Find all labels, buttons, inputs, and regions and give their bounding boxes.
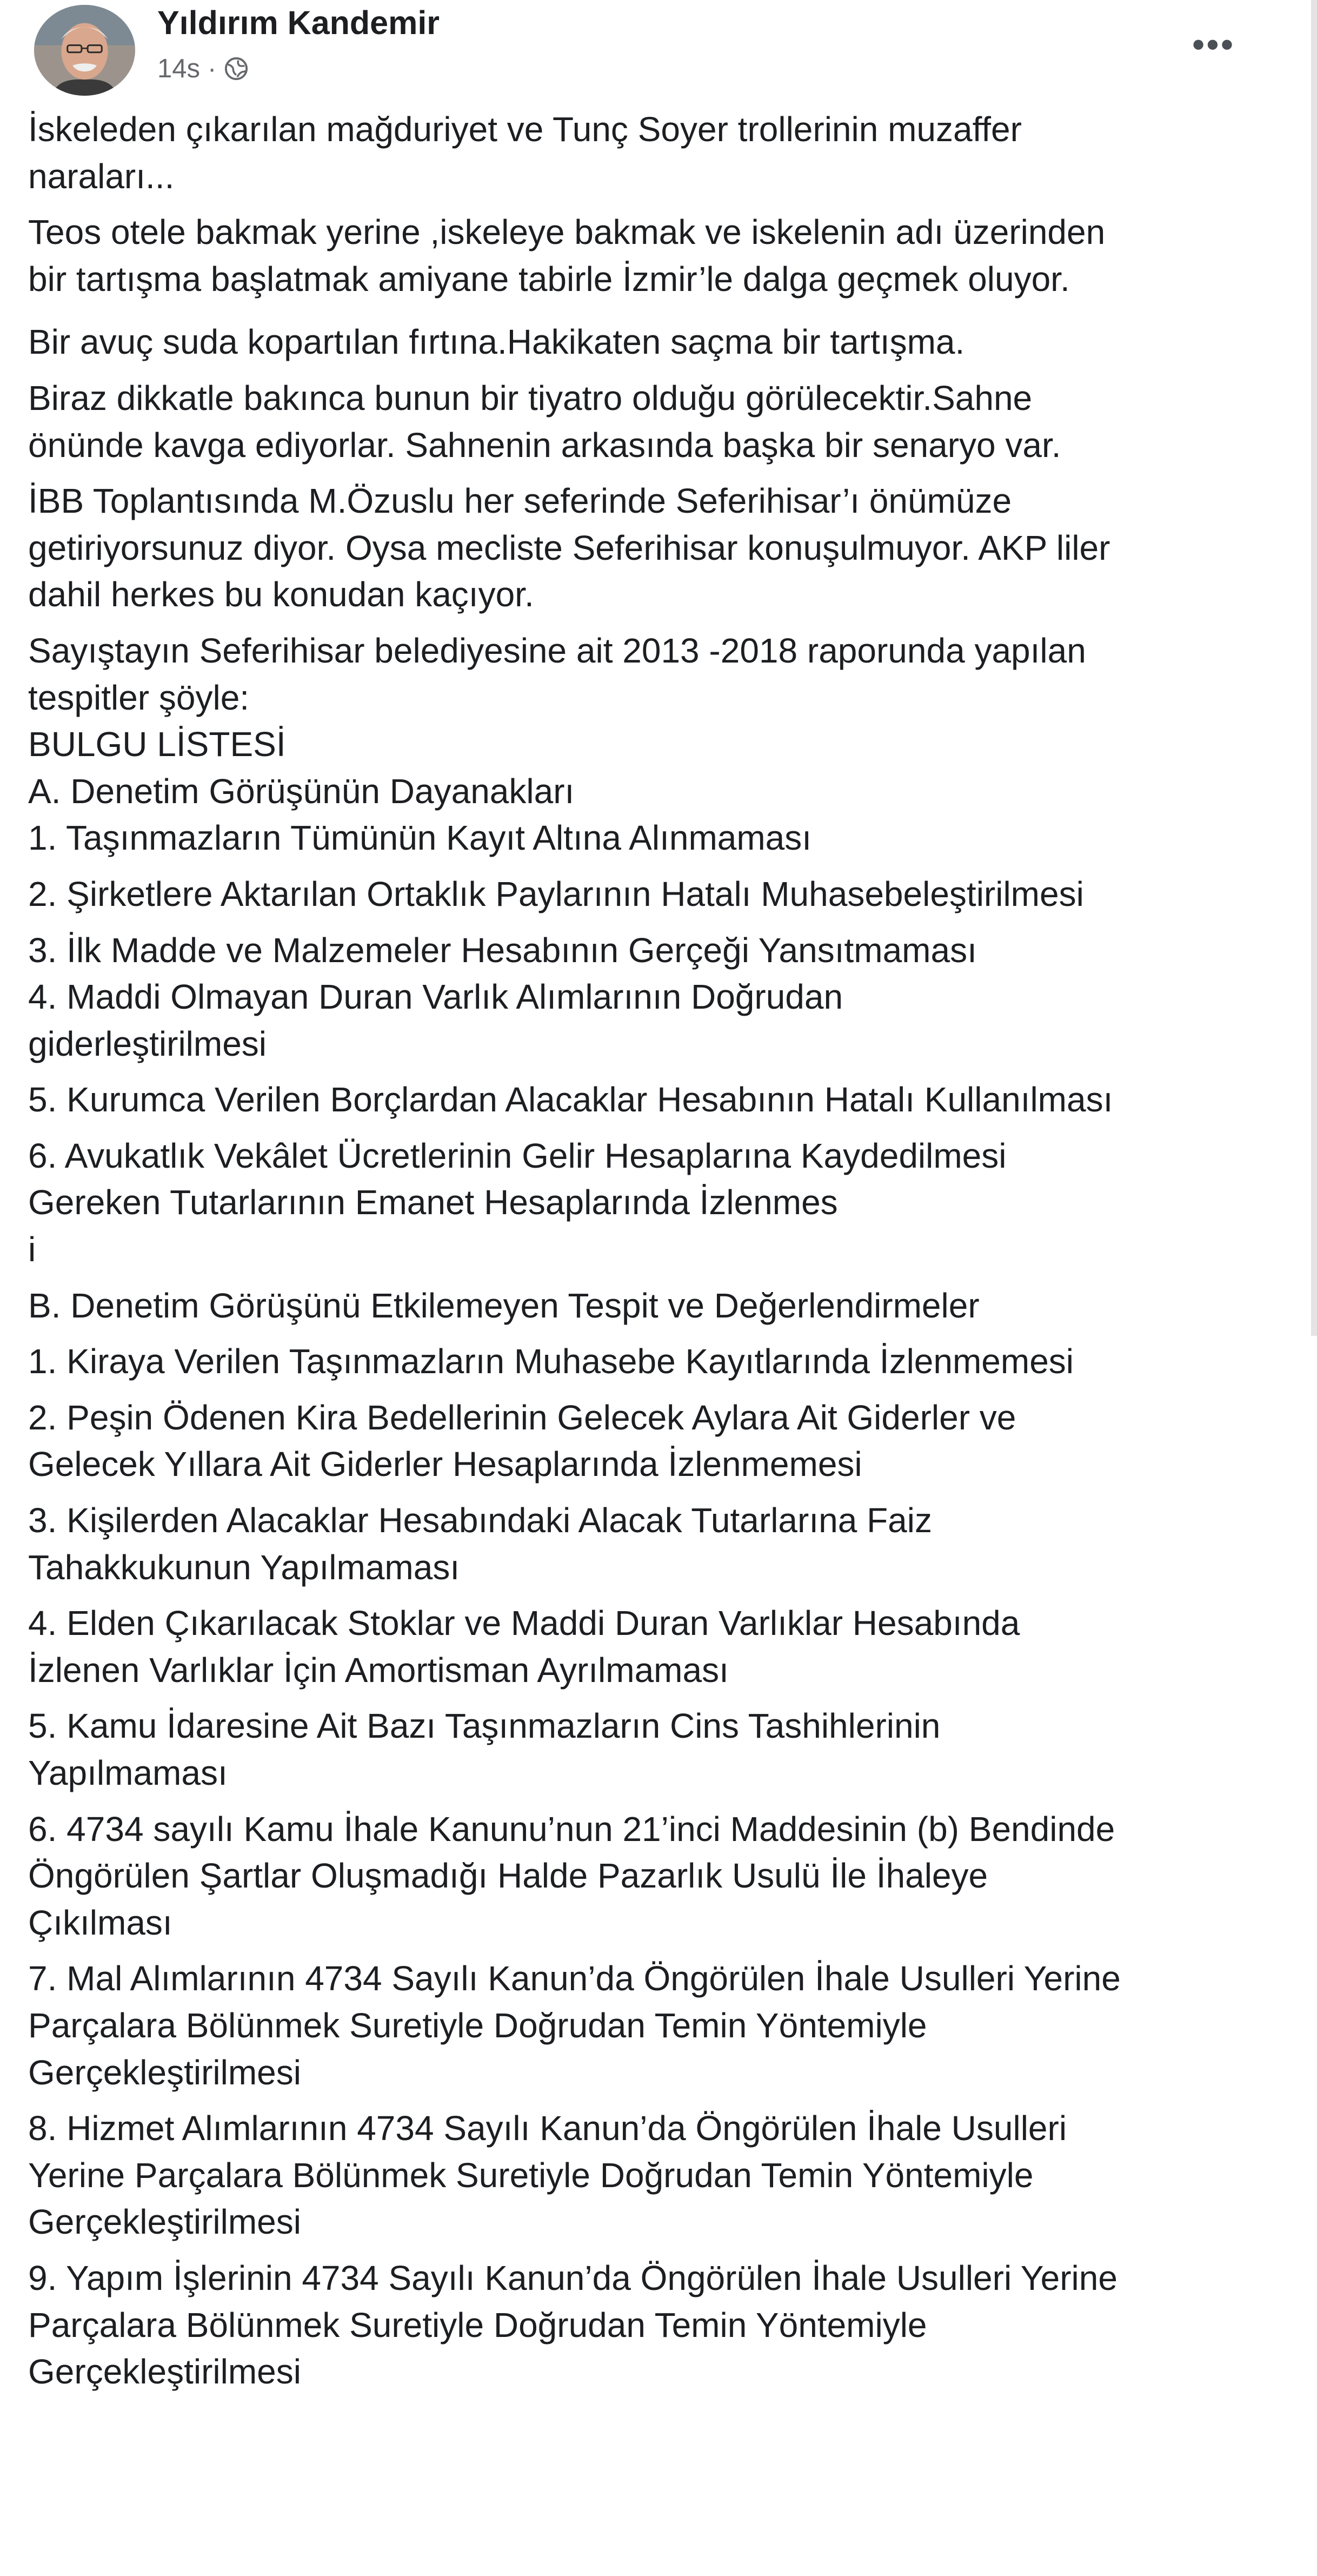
post-paragraph: 3. Kişilerden Alacaklar Hesabındaki Alacak Tutarlarına Faiz Tahakkukunun Yapılmaması	[28, 1501, 932, 1587]
post-paragraph: 6. 4734 sayılı Kamu İhale Kanunu’nun 21’inci Maddesinin (b) Bendinde Öngörülen Şartlar Oluşmadığı Halde Pazarlık Usulü İle İhaleye Çıkılması	[28, 1809, 1115, 1942]
meta-separator: ·	[208, 54, 217, 83]
more-options-icon: •••	[1192, 25, 1235, 64]
post-paragraph: 2. Peşin Ödenen Kira Bedellerinin Gelecek Aylara Ait Giderler ve Gelecek Yıllara Ait Giderler Hesaplarında İzlenmemesi	[28, 1398, 1016, 1484]
post-paragraph: 4. Elden Çıkarılacak Stoklar ve Maddi Duran Varlıklar Hesabında İzlenen Varlıklar İçin Amortisman Ayrılmaması	[28, 1604, 1020, 1690]
post-paragraph: 8. Hizmet Alımlarının 4734 Sayılı Kanun’da Öngörülen İhale Usulleri Yerine Parçalara Bölünmek Suretiyle Doğrudan Temin Yöntemiyle Gerçekleştirilmesi	[28, 2109, 1067, 2242]
post-paragraph: 5. Kamu İdaresine Ait Bazı Taşınmazların Cins Tashihlerinin Yapılmaması	[28, 1706, 941, 1792]
scrollbar[interactable]	[1311, 0, 1317, 1336]
post-paragraph: Teos otele bakmak yerine ,iskeleye bakmak ve iskelenin adı üzerinden bir tartışma başlatmak amiyane tabirle İzmir’le dalga geçmek oluyor.	[28, 213, 1106, 299]
post-paragraph: Biraz dikkatle bakınca bunun bir tiyatro olduğu görülecektir.Sahne önünde kavga ediyorlar. Sahnenin arkasında başka bir senaryo var.	[28, 378, 1061, 465]
post-paragraph: İBB Toplantısında M.Özuslu her seferinde Seferihisar’ı önümüze getiriyorsunuz diyor. Oysa mecliste Seferihisar konuşulmuyor. AKP liler dahil herkes bu konudan kaçıyor.	[28, 481, 1110, 614]
post-paragraph: 1. Kiraya Verilen Taşınmazların Muhasebe Kayıtlarında İzlenmemesi	[28, 1342, 1074, 1381]
more-options-button[interactable]	[1179, 23, 1249, 66]
post-paragraph: 3. İlk Madde ve Malzemeler Hesabının Gerçeği Yansıtmaması 4. Maddi Olmayan Duran Varlık Alımlarının Doğrudan giderleştirilmesi	[28, 930, 977, 1063]
avatar-photo	[34, 5, 135, 96]
post-text	[28, 106, 1288, 2395]
post-paragraph: 7. Mal Alımlarının 4734 Sayılı Kanun’da Öngörülen İhale Usulleri Yerine Parçalara Bölünmek Suretiyle Doğrudan Temin Yöntemiyle Gerçekleştirilmesi	[28, 1959, 1121, 2092]
author-name[interactable]: Yıldırım Kandemir	[157, 4, 440, 41]
author-avatar[interactable]	[34, 5, 135, 96]
post-paragraph: B. Denetim Görüşünü Etkilemeyen Tespit ve Değerlendirmeler	[28, 1286, 980, 1325]
globe-icon[interactable]	[224, 56, 249, 81]
post-header	[0, 0, 1311, 108]
post-paragraph: Sayıştayın Seferihisar belediyesine ait 2013 -2018 raporunda yapılan tespitler şöyle: BULGU LİSTESİ A. Denetim Görüşünün Dayanakları 1. Taşınmazların Tümünün Kayıt Altına Alınmaması	[28, 631, 1086, 858]
post-paragraph: Bir avuç suda kopartılan fırtına.Hakikaten saçma bir tartışma.	[28, 322, 965, 362]
post-paragraph: 9. Yapım İşlerinin 4734 Sayılı Kanun’da Öngörülen İhale Usulleri Yerine Parçalara Bölünmek Suretiyle Doğrudan Temin Yöntemiyle Gerçekleştirilmesi	[28, 2258, 1118, 2392]
post-paragraph: 5. Kurumca Verilen Borçlardan Alacaklar Hesabının Hatalı Kullanılması	[28, 1080, 1113, 1120]
post-paragraph: 2. Şirketlere Aktarılan Ortaklık Paylarının Hatalı Muhasebeleştirilmesi	[28, 874, 1084, 913]
post-meta	[157, 50, 249, 88]
post-paragraph: 6. Avukatlık Vekâlet Ücretlerinin Gelir Hesaplarına Kaydedilmesi Gereken Tutarlarının Emanet Hesaplarında İzlenmes i	[28, 1136, 1007, 1269]
post-paragraph: İskeleden çıkarılan mağduriyet ve Tunç Soyer trollerinin muzaffer naraları...	[28, 110, 1022, 196]
post-time[interactable]: 14s	[157, 54, 201, 83]
